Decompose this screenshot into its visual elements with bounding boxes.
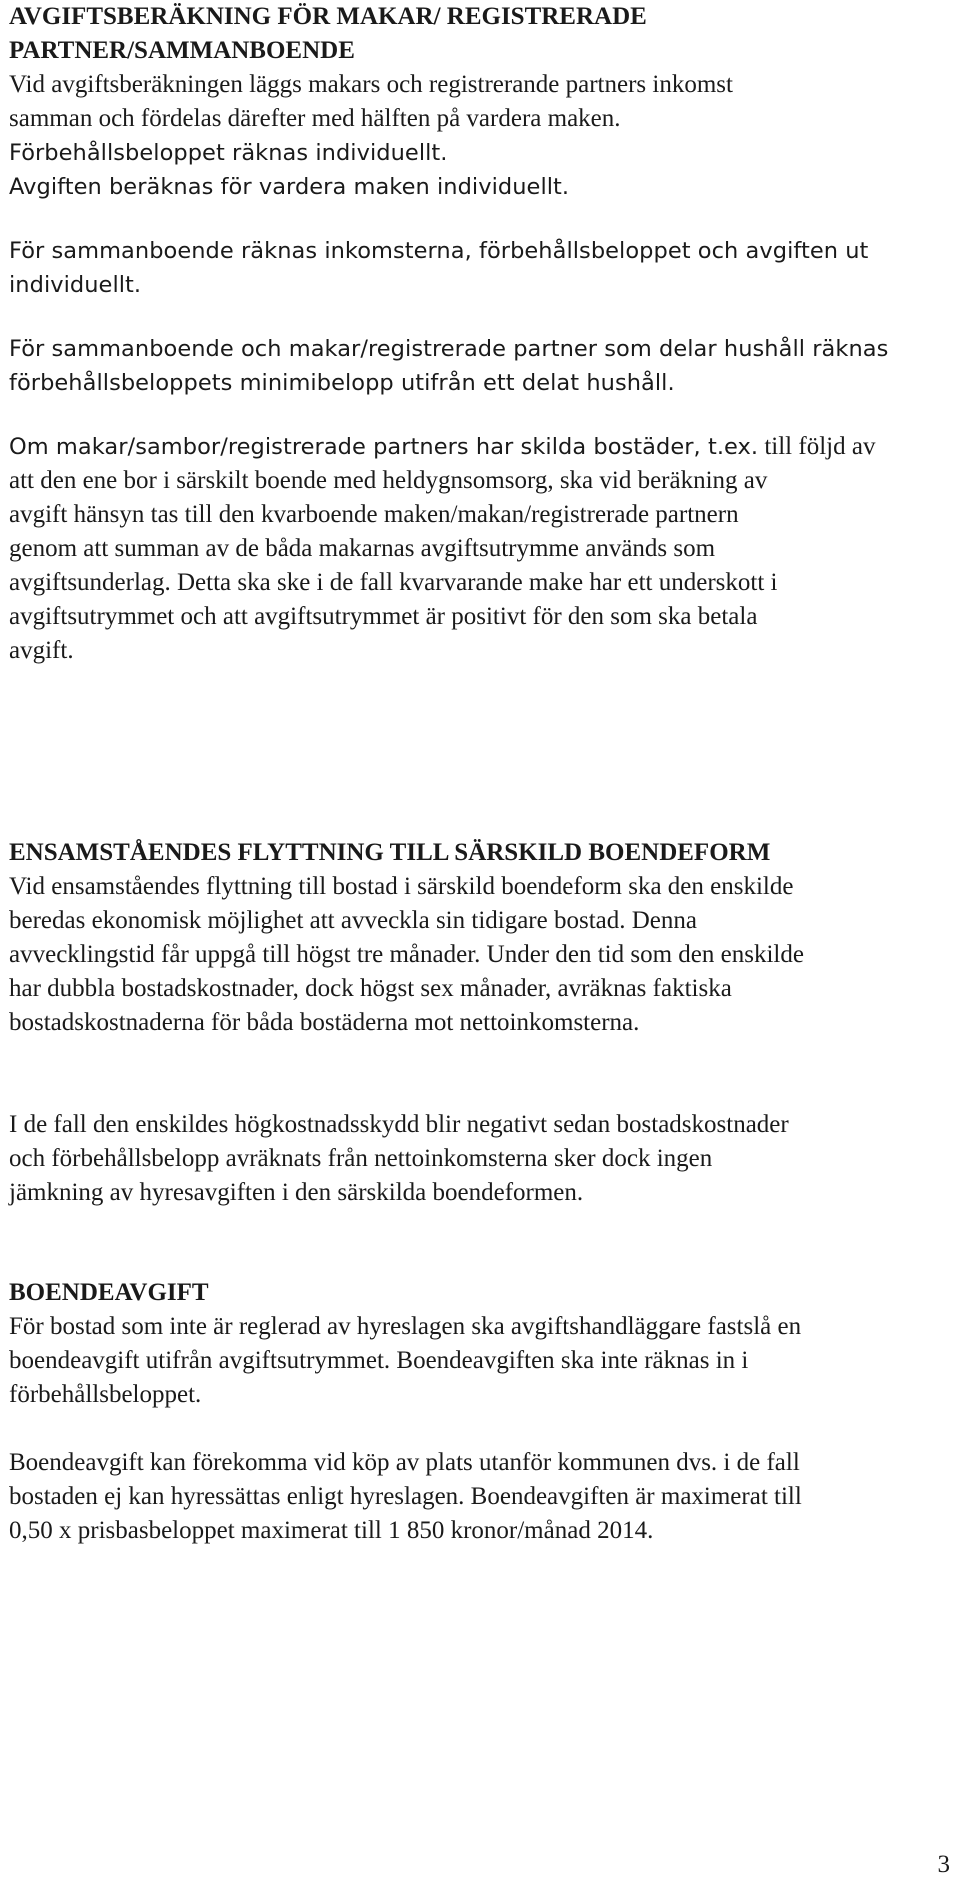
text-line: Boendeavgift kan förekomma vid köp av plats utanför kommunen dvs. i de fall xyxy=(9,1449,800,1476)
text-line: avgiftsutrymmet och att avgiftsutrymmet är positivt för den som ska betala xyxy=(9,603,758,630)
paragraph-sammanboende xyxy=(9,234,949,302)
text-line: jämkning av hyresavgiften i den särskilda boendeformen. xyxy=(9,1179,584,1206)
text-line: 0,50 x prisbasbeloppet maximerat till 1 850 kronor/månad 2014. xyxy=(9,1517,654,1544)
text-line: genom att summan av de båda makarnas avgiftsutrymme används som xyxy=(9,535,716,562)
text-line: bostadskostnaderna för båda bostäderna mot nettoinkomsterna. xyxy=(9,1009,640,1036)
text-line: Avgiften beräknas för vardera maken individuellt. xyxy=(9,174,570,200)
text-line: För bostad som inte är reglerad av hyreslagen ska avgiftshandläggare fastslå en xyxy=(9,1313,802,1340)
section-heading: ENSAMSTÅENDES FLYTTNING TILL SÄRSKILD BOENDEFORM xyxy=(9,839,771,866)
text-line: Vid avgiftsberäkningen läggs makars och registrerande partners inkomst xyxy=(9,71,733,98)
paragraph-boendeavgift-max xyxy=(9,1446,949,1548)
text-line: förbehållsbeloppet. xyxy=(9,1381,202,1408)
text-line: och förbehållsbelopp avräknats från nettoinkomsterna sker dock ingen xyxy=(9,1145,713,1172)
text-line: förbehållsbeloppets minimibelopp utifrån ett delat hushåll. xyxy=(9,370,675,396)
section-heading: BOENDEAVGIFT xyxy=(9,1279,209,1306)
text-span: till följd av xyxy=(758,433,876,460)
section-heading-makar xyxy=(9,0,949,68)
text-span: Om makar/sambor/registrerade partners har skilda bostäder, t.ex. xyxy=(9,434,759,460)
paragraph-delat-hushall xyxy=(9,332,949,400)
heading-line: AVGIFTSBERÄKNING FÖR MAKAR/ REGISTRERADE xyxy=(9,3,647,30)
text-line: individuellt. xyxy=(9,272,142,298)
heading-line: PARTNER/SAMMANBOENDE xyxy=(9,37,355,64)
text-line: För sammanboende och makar/registrerade partner som delar hushåll räknas xyxy=(9,336,889,362)
paragraph-individual xyxy=(9,136,949,204)
text-line: att den ene bor i särskilt boende med heldygnsomsorg, ska vid beräkning av xyxy=(9,467,768,494)
text-line: avvecklingstid får uppgå till högst tre månader. Under den tid som den enskilde xyxy=(9,941,804,968)
text-line: För sammanboende räknas inkomsterna, förbehållsbeloppet och avgiften ut xyxy=(9,238,869,264)
text-line: har dubbla bostadskostnader, dock högst sex månader, avräknas faktiska xyxy=(9,975,732,1002)
section-ensamstaende xyxy=(9,836,949,1040)
page-number: 3 xyxy=(937,1851,950,1878)
text-line: bostaden ej kan hyressättas enligt hyreslagen. Boendeavgiften är maximerat till xyxy=(9,1483,802,1510)
text-line: Förbehållsbeloppet räknas individuellt. xyxy=(9,140,448,166)
section-boendeavgift xyxy=(9,1276,949,1412)
text-line: avgift hänsyn tas till den kvarboende maken/makan/registrerade partnern xyxy=(9,501,739,528)
paragraph-skilda-bostader xyxy=(9,430,949,668)
paragraph-hogkostnadsskydd xyxy=(9,1108,949,1210)
text-line: samman och fördelas därefter med hälften på vardera maken. xyxy=(9,105,621,132)
text-line: Vid ensamståendes flyttning till bostad i särskild boendeform ska den enskilde xyxy=(9,873,794,900)
text-line: boendeavgift utifrån avgiftsutrymmet. Boendeavgiften ska inte räknas in i xyxy=(9,1347,749,1374)
text-line: avgiftsunderlag. Detta ska ske i de fall kvarvarande make har ett underskott i xyxy=(9,569,778,596)
text-line: I de fall den enskildes högkostnadsskydd blir negativt sedan bostadskostnader xyxy=(9,1111,789,1138)
text-line xyxy=(9,430,949,464)
text-line: beredas ekonomisk möjlighet att avveckla sin tidigare bostad. Denna xyxy=(9,907,698,934)
text-line: avgift. xyxy=(9,637,74,664)
paragraph-intro xyxy=(9,68,949,136)
